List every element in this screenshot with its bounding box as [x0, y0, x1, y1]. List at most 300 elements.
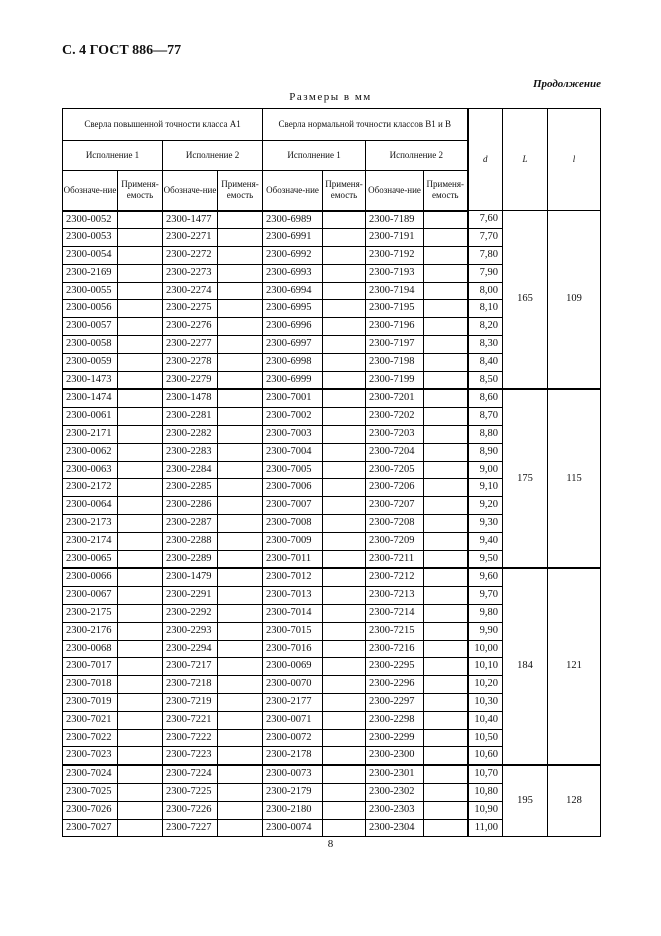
a1-exec1-application — [118, 336, 163, 354]
designation-header: Обозначе-ние — [63, 171, 118, 211]
length-l: 128 — [548, 765, 601, 837]
a1-exec1-application — [118, 640, 163, 658]
b1-exec1-designation: 2300-6999 — [263, 371, 323, 389]
a1-exec2-application — [218, 515, 263, 533]
a1-exec2-application — [218, 819, 263, 837]
a1-exec2-application — [218, 426, 263, 444]
a1-exec2-designation: 2300-2279 — [163, 371, 218, 389]
a1-exec1-designation: 2300-0066 — [63, 568, 118, 586]
diameter-d: 10,30 — [468, 694, 503, 712]
b1-exec1-designation: 2300-7003 — [263, 426, 323, 444]
b1-exec1-application — [323, 426, 366, 444]
a1-exec2-application — [218, 568, 263, 586]
a1-exec1-application — [118, 443, 163, 461]
a1-exec1-designation: 2300-0068 — [63, 640, 118, 658]
b1-exec1-application — [323, 336, 366, 354]
b1-exec1-designation: 2300-6991 — [263, 229, 323, 247]
b1-exec1-designation: 2300-6993 — [263, 264, 323, 282]
b1-exec1-designation: 2300-6998 — [263, 353, 323, 371]
b1-exec1-application — [323, 300, 366, 318]
a1-exec2-designation: 2300-2287 — [163, 515, 218, 533]
b1-exec2-application — [424, 426, 468, 444]
b1-exec2-designation: 2300-2300 — [366, 747, 424, 765]
a1-exec2-designation: 2300-2284 — [163, 461, 218, 479]
b1-exec2-designation: 2300-7213 — [366, 587, 424, 605]
diameter-d: 8,70 — [468, 408, 503, 426]
a1-exec1-designation: 2300-0053 — [63, 229, 118, 247]
exec1-header-a1: Исполнение 1 — [63, 141, 163, 171]
a1-exec2-application — [218, 550, 263, 568]
b1-exec1-designation: 2300-6997 — [263, 336, 323, 354]
a1-exec1-designation: 2300-7021 — [63, 711, 118, 729]
b1-exec1-application — [323, 264, 366, 282]
b1-exec2-designation: 2300-7194 — [366, 282, 424, 300]
group-header-b1: Сверла нормальной точности классов В1 и В — [263, 109, 468, 141]
diameter-d: 8,30 — [468, 336, 503, 354]
b1-exec2-application — [424, 211, 468, 229]
b1-exec2-designation: 2300-7198 — [366, 353, 424, 371]
a1-exec2-designation: 2300-2273 — [163, 264, 218, 282]
b1-exec1-designation: 2300-7012 — [263, 568, 323, 586]
b1-exec2-application — [424, 353, 468, 371]
a1-exec2-designation: 2300-1478 — [163, 389, 218, 407]
a1-exec2-application — [218, 336, 263, 354]
diameter-d: 9,30 — [468, 515, 503, 533]
b1-exec2-application — [424, 247, 468, 265]
a1-exec1-designation: 2300-0061 — [63, 408, 118, 426]
a1-exec2-application — [218, 389, 263, 407]
b1-exec2-designation: 2300-2298 — [366, 711, 424, 729]
a1-exec1-application — [118, 747, 163, 765]
a1-exec2-designation: 2300-7223 — [163, 747, 218, 765]
diameter-d: 9,90 — [468, 622, 503, 640]
b1-exec1-application — [323, 479, 366, 497]
a1-exec2-designation: 2300-2277 — [163, 336, 218, 354]
a1-exec1-designation: 2300-2173 — [63, 515, 118, 533]
a1-exec1-application — [118, 353, 163, 371]
a1-exec2-application — [218, 765, 263, 783]
b1-exec2-application — [424, 408, 468, 426]
a1-exec1-designation: 2300-0054 — [63, 247, 118, 265]
b1-exec1-designation: 2300-2180 — [263, 801, 323, 819]
a1-exec2-designation: 2300-2275 — [163, 300, 218, 318]
b1-exec2-application — [424, 461, 468, 479]
a1-exec2-application — [218, 318, 263, 336]
diameter-d: 8,90 — [468, 443, 503, 461]
a1-exec1-designation: 2300-0055 — [63, 282, 118, 300]
a1-exec2-application — [218, 605, 263, 623]
diameter-d: 8,00 — [468, 282, 503, 300]
a1-exec1-application — [118, 765, 163, 783]
b1-exec1-designation: 2300-7014 — [263, 605, 323, 623]
designation-header: Обозначе-ние — [163, 171, 218, 211]
a1-exec2-designation: 2300-7218 — [163, 676, 218, 694]
b1-exec1-application — [323, 497, 366, 515]
b1-exec2-application — [424, 819, 468, 837]
a1-exec2-application — [218, 694, 263, 712]
b1-exec2-designation: 2300-7191 — [366, 229, 424, 247]
exec1-header-b1: Исполнение 1 — [263, 141, 366, 171]
diameter-d: 7,80 — [468, 247, 503, 265]
group-header-a1: Сверла повышенной точности класса А1 — [63, 109, 263, 141]
b1-exec2-application — [424, 729, 468, 747]
a1-exec1-designation: 2300-1473 — [63, 371, 118, 389]
b1-exec1-designation: 2300-2178 — [263, 747, 323, 765]
a1-exec2-application — [218, 658, 263, 676]
a1-exec2-designation: 2300-2289 — [163, 550, 218, 568]
designation-header: Обозначе-ние — [366, 171, 424, 211]
diameter-d: 10,20 — [468, 676, 503, 694]
a1-exec2-designation: 2300-2271 — [163, 229, 218, 247]
table-row — [63, 389, 601, 407]
a1-exec1-designation: 2300-7018 — [63, 676, 118, 694]
b1-exec1-designation: 2300-7011 — [263, 550, 323, 568]
a1-exec1-application — [118, 532, 163, 550]
b1-exec1-designation: 2300-0069 — [263, 658, 323, 676]
a1-exec1-application — [118, 408, 163, 426]
b1-exec2-application — [424, 694, 468, 712]
b1-exec1-application — [323, 819, 366, 837]
b1-exec2-application — [424, 640, 468, 658]
a1-exec1-application — [118, 676, 163, 694]
b1-exec1-application — [323, 515, 366, 533]
a1-exec2-application — [218, 211, 263, 229]
b1-exec1-application — [323, 353, 366, 371]
a1-exec1-designation: 2300-7019 — [63, 694, 118, 712]
a1-exec1-application — [118, 711, 163, 729]
b1-exec2-designation: 2300-7202 — [366, 408, 424, 426]
diameter-d: 7,60 — [468, 211, 503, 229]
a1-exec1-designation: 2300-0067 — [63, 587, 118, 605]
diameter-d: 8,10 — [468, 300, 503, 318]
a1-exec2-designation: 2300-2282 — [163, 426, 218, 444]
b1-exec1-application — [323, 229, 366, 247]
b1-exec1-application — [323, 765, 366, 783]
a1-exec1-application — [118, 784, 163, 802]
a1-exec1-designation: 2300-0062 — [63, 443, 118, 461]
b1-exec2-designation: 2300-7189 — [366, 211, 424, 229]
a1-exec2-designation: 2300-2272 — [163, 247, 218, 265]
drill-sizes-table — [62, 108, 601, 837]
a1-exec1-application — [118, 658, 163, 676]
table-row — [63, 765, 601, 783]
b1-exec2-application — [424, 658, 468, 676]
b1-exec2-designation: 2300-7207 — [366, 497, 424, 515]
table-row — [63, 211, 601, 229]
b1-exec1-designation: 2300-7015 — [263, 622, 323, 640]
length-L: 175 — [503, 389, 548, 568]
b1-exec2-designation: 2300-7205 — [366, 461, 424, 479]
diameter-d: 9,40 — [468, 532, 503, 550]
b1-exec1-application — [323, 282, 366, 300]
b1-exec1-application — [323, 389, 366, 407]
b1-exec1-designation: 2300-6996 — [263, 318, 323, 336]
diameter-d: 9,80 — [468, 605, 503, 623]
b1-exec2-designation: 2300-7208 — [366, 515, 424, 533]
b1-exec2-designation: 2300-2304 — [366, 819, 424, 837]
a1-exec2-application — [218, 747, 263, 765]
b1-exec1-designation: 2300-6992 — [263, 247, 323, 265]
b1-exec1-designation: 2300-6995 — [263, 300, 323, 318]
a1-exec2-application — [218, 801, 263, 819]
a1-exec2-application — [218, 247, 263, 265]
a1-exec2-application — [218, 622, 263, 640]
diameter-d: 8,20 — [468, 318, 503, 336]
a1-exec1-application — [118, 318, 163, 336]
b1-exec1-application — [323, 694, 366, 712]
application-header: Применя-емость — [118, 171, 163, 211]
b1-exec2-designation: 2300-2297 — [366, 694, 424, 712]
b1-exec2-application — [424, 550, 468, 568]
b1-exec1-application — [323, 784, 366, 802]
b1-exec2-application — [424, 711, 468, 729]
a1-exec1-designation: 2300-1474 — [63, 389, 118, 407]
b1-exec1-designation: 2300-0070 — [263, 676, 323, 694]
b1-exec1-designation: 2300-7016 — [263, 640, 323, 658]
b1-exec1-designation: 2300-7006 — [263, 479, 323, 497]
diameter-d: 8,60 — [468, 389, 503, 407]
b1-exec1-application — [323, 211, 366, 229]
b1-exec1-designation: 2300-6989 — [263, 211, 323, 229]
diameter-d: 10,50 — [468, 729, 503, 747]
a1-exec2-application — [218, 371, 263, 389]
b1-exec2-designation: 2300-7209 — [366, 532, 424, 550]
a1-exec1-designation: 2300-7017 — [63, 658, 118, 676]
header-d: d — [468, 109, 503, 211]
a1-exec1-application — [118, 801, 163, 819]
a1-exec1-designation: 2300-0059 — [63, 353, 118, 371]
b1-exec1-designation: 2300-7004 — [263, 443, 323, 461]
diameter-d: 9,00 — [468, 461, 503, 479]
b1-exec1-application — [323, 318, 366, 336]
table-body — [63, 211, 601, 837]
diameter-d: 11,00 — [468, 819, 503, 837]
a1-exec2-application — [218, 676, 263, 694]
b1-exec2-application — [424, 229, 468, 247]
b1-exec1-application — [323, 568, 366, 586]
b1-exec1-application — [323, 408, 366, 426]
b1-exec1-application — [323, 676, 366, 694]
a1-exec1-application — [118, 300, 163, 318]
dimensions-note: Размеры в мм — [289, 91, 372, 103]
a1-exec1-designation: 2300-0064 — [63, 497, 118, 515]
b1-exec2-application — [424, 282, 468, 300]
a1-exec2-designation: 2300-2276 — [163, 318, 218, 336]
diameter-d: 10,80 — [468, 784, 503, 802]
b1-exec2-application — [424, 801, 468, 819]
a1-exec1-designation: 2300-7027 — [63, 819, 118, 837]
b1-exec2-designation: 2300-7211 — [366, 550, 424, 568]
b1-exec2-designation: 2300-7212 — [366, 568, 424, 586]
exec2-header-a1: Исполнение 2 — [163, 141, 263, 171]
b1-exec1-designation: 2300-7008 — [263, 515, 323, 533]
diameter-d: 10,70 — [468, 765, 503, 783]
a1-exec1-designation: 2300-0057 — [63, 318, 118, 336]
length-l: 121 — [548, 568, 601, 765]
a1-exec1-designation: 2300-2169 — [63, 264, 118, 282]
b1-exec2-application — [424, 264, 468, 282]
b1-exec2-application — [424, 587, 468, 605]
b1-exec2-designation: 2300-7193 — [366, 264, 424, 282]
diameter-d: 7,90 — [468, 264, 503, 282]
page-header: С. 4 ГОСТ 886—77 — [62, 43, 182, 58]
b1-exec2-designation: 2300-7216 — [366, 640, 424, 658]
a1-exec2-designation: 2300-2285 — [163, 479, 218, 497]
a1-exec2-designation: 2300-7217 — [163, 658, 218, 676]
b1-exec2-designation: 2300-2303 — [366, 801, 424, 819]
b1-exec1-application — [323, 443, 366, 461]
a1-exec1-application — [118, 605, 163, 623]
a1-exec1-application — [118, 550, 163, 568]
a1-exec1-designation: 2300-2172 — [63, 479, 118, 497]
diameter-d: 10,40 — [468, 711, 503, 729]
diameter-d: 9,20 — [468, 497, 503, 515]
a1-exec1-application — [118, 426, 163, 444]
b1-exec1-application — [323, 640, 366, 658]
a1-exec1-application — [118, 229, 163, 247]
a1-exec2-application — [218, 353, 263, 371]
b1-exec2-designation: 2300-7195 — [366, 300, 424, 318]
a1-exec2-designation: 2300-2283 — [163, 443, 218, 461]
b1-exec1-designation: 2300-7009 — [263, 532, 323, 550]
a1-exec2-application — [218, 497, 263, 515]
header-l: l — [548, 109, 601, 211]
b1-exec1-application — [323, 461, 366, 479]
b1-exec1-designation: 2300-7013 — [263, 587, 323, 605]
b1-exec1-application — [323, 747, 366, 765]
b1-exec2-designation: 2300-7196 — [366, 318, 424, 336]
length-l: 115 — [548, 389, 601, 568]
b1-exec2-application — [424, 568, 468, 586]
a1-exec1-application — [118, 729, 163, 747]
a1-exec2-application — [218, 282, 263, 300]
a1-exec1-application — [118, 479, 163, 497]
a1-exec2-designation: 2300-7221 — [163, 711, 218, 729]
page-number: 8 — [327, 838, 334, 850]
length-L: 184 — [503, 568, 548, 765]
b1-exec1-designation: 2300-0072 — [263, 729, 323, 747]
diameter-d: 8,40 — [468, 353, 503, 371]
a1-exec2-application — [218, 479, 263, 497]
b1-exec2-application — [424, 605, 468, 623]
b1-exec2-designation: 2300-7201 — [366, 389, 424, 407]
b1-exec1-application — [323, 532, 366, 550]
b1-exec1-application — [323, 711, 366, 729]
b1-exec2-application — [424, 747, 468, 765]
a1-exec2-designation: 2300-7222 — [163, 729, 218, 747]
a1-exec1-designation: 2300-7024 — [63, 765, 118, 783]
a1-exec1-application — [118, 497, 163, 515]
b1-exec2-application — [424, 300, 468, 318]
length-L: 165 — [503, 211, 548, 390]
a1-exec2-designation: 2300-7225 — [163, 784, 218, 802]
a1-exec2-designation: 2300-1479 — [163, 568, 218, 586]
a1-exec2-designation: 2300-2288 — [163, 532, 218, 550]
b1-exec2-application — [424, 532, 468, 550]
a1-exec1-application — [118, 694, 163, 712]
a1-exec1-designation: 2300-0058 — [63, 336, 118, 354]
a1-exec2-designation: 2300-2291 — [163, 587, 218, 605]
a1-exec2-designation: 2300-7226 — [163, 801, 218, 819]
a1-exec2-application — [218, 300, 263, 318]
a1-exec1-application — [118, 211, 163, 229]
a1-exec1-designation: 2300-0056 — [63, 300, 118, 318]
a1-exec1-designation: 2300-7023 — [63, 747, 118, 765]
a1-exec2-application — [218, 264, 263, 282]
b1-exec2-designation: 2300-7215 — [366, 622, 424, 640]
a1-exec1-application — [118, 461, 163, 479]
diameter-d: 10,60 — [468, 747, 503, 765]
a1-exec2-application — [218, 461, 263, 479]
a1-exec1-designation: 2300-2171 — [63, 426, 118, 444]
a1-exec1-application — [118, 819, 163, 837]
a1-exec2-application — [218, 711, 263, 729]
a1-exec2-designation: 2300-2294 — [163, 640, 218, 658]
a1-exec2-designation: 2300-2293 — [163, 622, 218, 640]
b1-exec2-application — [424, 389, 468, 407]
b1-exec2-designation: 2300-7204 — [366, 443, 424, 461]
a1-exec2-designation: 2300-2278 — [163, 353, 218, 371]
b1-exec1-application — [323, 622, 366, 640]
b1-exec2-application — [424, 784, 468, 802]
a1-exec2-designation: 2300-2286 — [163, 497, 218, 515]
diameter-d: 10,00 — [468, 640, 503, 658]
length-L: 195 — [503, 765, 548, 837]
a1-exec1-application — [118, 622, 163, 640]
b1-exec2-application — [424, 443, 468, 461]
a1-exec1-application — [118, 371, 163, 389]
a1-exec1-designation: 2300-2175 — [63, 605, 118, 623]
a1-exec2-application — [218, 443, 263, 461]
b1-exec2-designation: 2300-2299 — [366, 729, 424, 747]
b1-exec2-application — [424, 676, 468, 694]
b1-exec1-designation: 2300-2177 — [263, 694, 323, 712]
a1-exec1-designation: 2300-2174 — [63, 532, 118, 550]
b1-exec1-designation: 2300-7001 — [263, 389, 323, 407]
b1-exec2-designation: 2300-7192 — [366, 247, 424, 265]
diameter-d: 8,80 — [468, 426, 503, 444]
a1-exec1-designation: 2300-0065 — [63, 550, 118, 568]
a1-exec2-application — [218, 587, 263, 605]
b1-exec2-application — [424, 318, 468, 336]
b1-exec2-designation: 2300-2302 — [366, 784, 424, 802]
table-row — [63, 568, 601, 586]
b1-exec2-application — [424, 765, 468, 783]
b1-exec1-application — [323, 729, 366, 747]
a1-exec2-designation: 2300-2292 — [163, 605, 218, 623]
b1-exec2-designation: 2300-2301 — [366, 765, 424, 783]
b1-exec2-application — [424, 515, 468, 533]
length-l: 109 — [548, 211, 601, 390]
b1-exec1-designation: 2300-6994 — [263, 282, 323, 300]
a1-exec1-designation: 2300-7025 — [63, 784, 118, 802]
diameter-d: 8,50 — [468, 371, 503, 389]
a1-exec1-designation: 2300-7026 — [63, 801, 118, 819]
diameter-d: 9,50 — [468, 550, 503, 568]
a1-exec1-application — [118, 247, 163, 265]
diameter-d: 10,10 — [468, 658, 503, 676]
b1-exec2-application — [424, 497, 468, 515]
application-header: Применя-емость — [323, 171, 366, 211]
a1-exec1-application — [118, 568, 163, 586]
a1-exec1-designation: 2300-7022 — [63, 729, 118, 747]
b1-exec2-designation: 2300-2296 — [366, 676, 424, 694]
b1-exec1-application — [323, 550, 366, 568]
diameter-d: 7,70 — [468, 229, 503, 247]
a1-exec1-designation: 2300-0063 — [63, 461, 118, 479]
b1-exec1-designation: 2300-2179 — [263, 784, 323, 802]
a1-exec2-application — [218, 784, 263, 802]
